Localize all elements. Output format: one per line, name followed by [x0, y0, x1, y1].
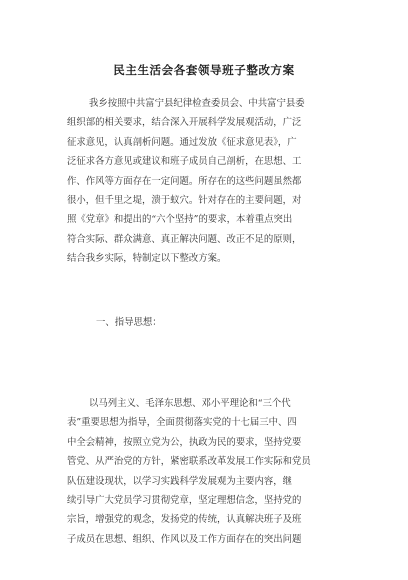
paragraph-line: 以马列主义、毛泽东思想、邓小平理论和“三个代 [89, 398, 291, 409]
paragraph-line: 子成员在思想、组织、作风以及工作方面存在的突出问题 [67, 533, 302, 545]
paragraph-line: 很小，但千里之堤，溃于蚁穴。针对存在的主要问题，对 [67, 194, 302, 206]
paragraph-line: 组织部的相关要求，结合深入开展科学发展观活动，广泛 [67, 117, 302, 129]
paragraph-line: 征求意见，认真剖析问题。通过发放《征求意见表》，广 [67, 136, 297, 148]
paragraph-line: 我乡按照中共富宁县纪律检查委员会、中共富宁县委 [89, 98, 305, 109]
paragraph-line: 照《党章》和提出的“六个坚持”的要求，本着重点突出 [67, 214, 293, 226]
paragraph-line: 符合实际、群众满意、真正解决问题、改正不足的原则， [67, 233, 302, 245]
paragraph-line: 宗旨，增强党的观念，发扬党的传统，认真解决班子及班 [67, 514, 302, 526]
paragraph-line: 结合我乡实际，特制定以下整改方案。 [67, 253, 227, 265]
paragraph-line: 中全会精神，按照立党为公，执政为民的要求，坚持党要 [67, 436, 302, 448]
section-paragraph [67, 394, 349, 549]
paragraph-line: 管党、从严治党的方针，紧密联系改革发展工作实际和党员 [67, 456, 311, 468]
paragraph-line: 表”重要思想为指导，全面贯彻落实党的十七届三中、四 [67, 417, 297, 429]
paragraph-line: 队伍建设现状，以学习实践科学发展观为主要内容，继 [67, 475, 293, 487]
section-heading: 一、指导思想： [96, 317, 162, 328]
paragraph-line: 作、作风等方面存在一定问题。所存在的这些问题虽然都 [67, 175, 302, 187]
paragraph-line: 泛征求各方意见或建议和班子成员自己剖析，在思想、工 [67, 156, 302, 168]
document-title: 民主生活会各套领导班子整改方案 [113, 63, 295, 77]
paragraph-line: 续引导广大党员学习贯彻党章，坚定理想信念，坚持党的 [67, 494, 302, 506]
intro-paragraph [67, 94, 349, 269]
